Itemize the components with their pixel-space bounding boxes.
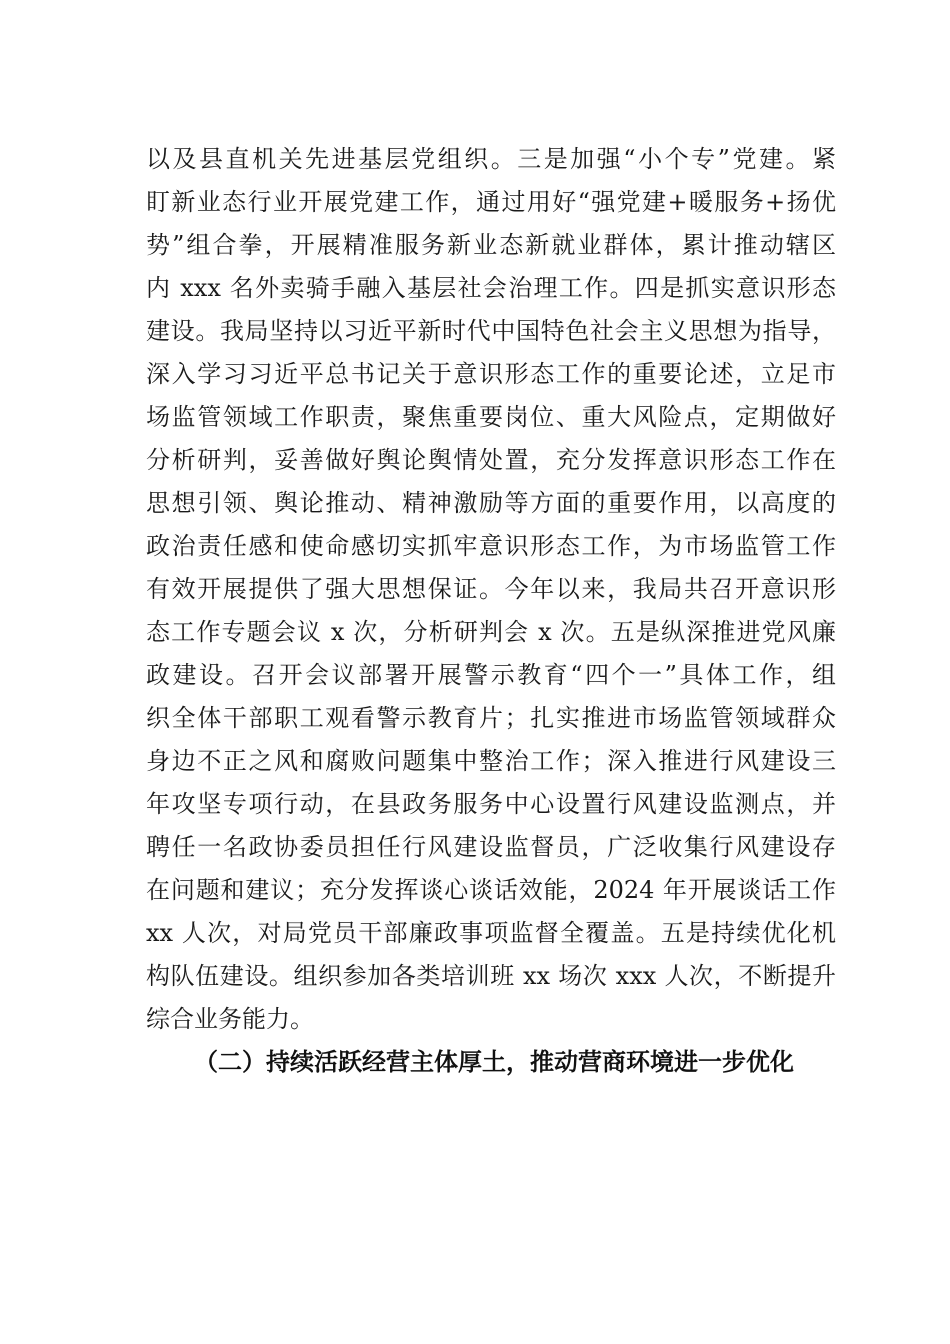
paragraph-line: 综合业务能力。	[146, 1005, 314, 1033]
paragraph-line: 在问题和建议；充分发挥谈心谈话效能，2024 年开展谈话工作	[146, 876, 836, 904]
paragraph-line: 有效开展提供了强大思想保证。今年以来，我局共召开意识形	[146, 575, 836, 603]
paragraph-line: 以及县直机关先进基层党组织。三是加强“小个专”党建。紧	[146, 145, 836, 173]
paragraph-line: 政治责任感和使命感切实抓牢意识形态工作，为市场监管工作	[146, 532, 836, 560]
paragraph-line: 聘任一名政协委员担任行风建设监督员，广泛收集行风建设存	[146, 833, 836, 861]
paragraph-line: xx 人次，对局党员干部廉政事项监督全覆盖。五是持续优化机	[146, 919, 836, 947]
paragraph-line: 盯新业态行业开展党建工作，通过用好“强党建+暖服务+扬优	[146, 188, 836, 216]
paragraph-line: 年攻坚专项行动，在县政务服务中心设置行风建设监测点，并	[146, 790, 836, 818]
paragraph-line: 身边不正之风和腐败问题集中整治工作；深入推进行风建设三	[146, 747, 836, 775]
paragraph-line: 深入学习习近平总书记关于意识形态工作的重要论述，立足市	[146, 360, 836, 388]
paragraph-line: 建设。我局坚持以习近平新时代中国特色社会主义思想为指导，	[146, 317, 836, 345]
paragraph-line: 态工作专题会议 x 次，分析研判会 x 次。五是纵深推进党风廉	[146, 618, 836, 646]
paragraph-line: 场监管领域工作职责，聚焦重要岗位、重大风险点，定期做好	[146, 403, 836, 431]
paragraph-line: 政建设。召开会议部署开展警示教育“四个一”具体工作，组	[146, 661, 836, 689]
section-heading: （二）持续活跃经营主体厚土，推动营商环境进一步优化	[194, 1048, 794, 1076]
paragraph-line: 构队伍建设。组织参加各类培训班 xx 场次 xxx 人次，不断提升	[146, 962, 836, 990]
paragraph-line: 势”组合拳，开展精准服务新业态新就业群体，累计推动辖区	[146, 231, 836, 259]
paragraph-line: 思想引领、舆论推动、精神激励等方面的重要作用，以高度的	[146, 489, 836, 517]
paragraph-line: 织全体干部职工观看警示教育片；扎实推进市场监管领域群众	[146, 704, 836, 732]
paragraph-line: 内 xxx 名外卖骑手融入基层社会治理工作。四是抓实意识形态	[146, 274, 836, 302]
paragraph-line: 分析研判，妥善做好舆论舆情处置，充分发挥意识形态工作在	[146, 446, 836, 474]
